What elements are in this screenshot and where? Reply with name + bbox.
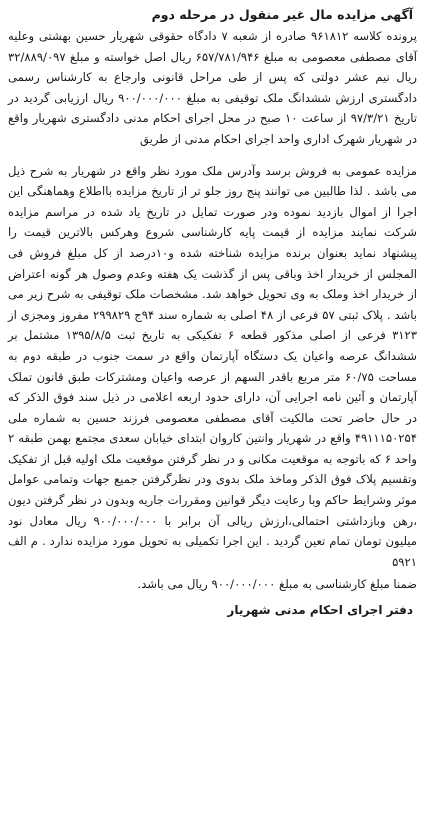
notice-paragraph-1: پرونده کلاسه ۹۶۱۸۱۲ صادره از شعبه ۷ دادگاه حقوقی شهریار حسین بهشتی وعلیه آقای مصطفی معصومی به مبلغ ۶۵۷/۷۸۱/۹۴۶ ریال اصل خواسته و مبلغ ۳۲/۸۸۹/۰۹۷ ریال نیم عشر دولتی که پس از طی مراحل قانونی وارجاع به کارشناس رسمی دادگستری ارزش ششدانگ ملک توقیفی به مبلغ ۹۰۰/۰۰۰/۰۰۰ ریال ارزیابی گردید در تاریخ ۹۷/۳/۲۱ از ساعت ۱۰ صبح در محل اجرای احکام مدنی دادگستری شهریار واقع در شهریار شهرک اداری واحد اجرای احکام مدنی از طریق xyxy=(8,29,417,146)
notice-paragraph-2: مزایده عمومی به فروش برسد وآدرس ملک مورد نظر واقع در شهریار به شرح ذیل می باشد . لذا طالبین می توانند پنج روز جلو تر از تاریخ مزایده بااطلاع وهماهنگی این اجرا از اموال بازدید نموده ودر صورت تمایل در تاریخ یاد شده در مراسم مزایده شرکت نمایند مزایده از قیمت پایه کارشناسی شروع وهرکس بالاترین قیمت را پیشنهاد نماید بعنوان برنده مزایده شناخته شده و۱۰درصد از کل مبلغ فروش فی المجلس از خریدار اخذ وباقی پس از گذشت یک هفته وعدم وصول هر گونه اعتراض از خریدار اخذ وملک به وی تحویل خواهد شد. مشخصات ملک توقیفی به شرح زیر می باشد . پلاک ثبتی ۵۷ فرعی از ۴۸ اصلی به شماره سند ۹۴ج ۲۹۹۸۲۹ مفروز ومجزی از ۳۱۲۳ فرعی از اصلی مذکور قطعه ۶ تفکیکی به تاریخ ثبت ۱۳۹۵/۸/۵ مشتمل بر ششدانگ عرصه واعیان یک دستگاه آپارتمان واقع در سمت جنوب در طبقه دوم به مساحت ۶۰/۷۵ متر مربع باقدر السهم از عرصه واعیان ومشترکات طبق قانون تملک آپارتمان و آئین نامه اجرایی آن، دارای حدود اربعه اعلامی در ذیل سند فوق الذکر که در حال حاضر تحت مالکیت آقای مصطفی معصومی فرزند حسین به شماره ملی ۴۹۱۱۱۵۰۲۵۴ واقع در شهریار وانتین کاروان ابتدای خیابان سعدی مجتمع بهمن طبقه ۲ واحد ۶ که باتوجه به موقعیت مکانی و در نظر گرفتن موقعیت ملک اولیه قبل از تفکیک وتقسیم پلاک فوق الذکر وماخذ ملک بدوی ودر نظرگرفتن جمیع جهات وتمامی عوامل موثر وشرایط حاکم وبا رعایت دیگر قوانین ومقررات جاریه وبدون در نظر گرفتن دیون ،رهن وبازداشتی احتمالی،ارزش ریالی آن برابر با ۹۰۰/۰۰۰/۰۰۰ ریال معادل نود میلیون تومان تمام تعین گردید . این اجرا تکمیلی به تحویل مورد مزایده ندارد . م الف ۵۹۲۱ xyxy=(8,163,418,569)
paragraph-spacer xyxy=(8,150,417,161)
notice-signature: دفتر اجرای احکام مدنی شهریار xyxy=(227,603,413,618)
notice-title: آگهی مزایده مال غیر منقول در مرحله دوم xyxy=(151,7,413,22)
notice-final-line: ضمنا مبلغ کارشناسی به مبلغ ۹۰۰/۰۰۰/۰۰۰ ریال می باشد. xyxy=(137,577,417,592)
